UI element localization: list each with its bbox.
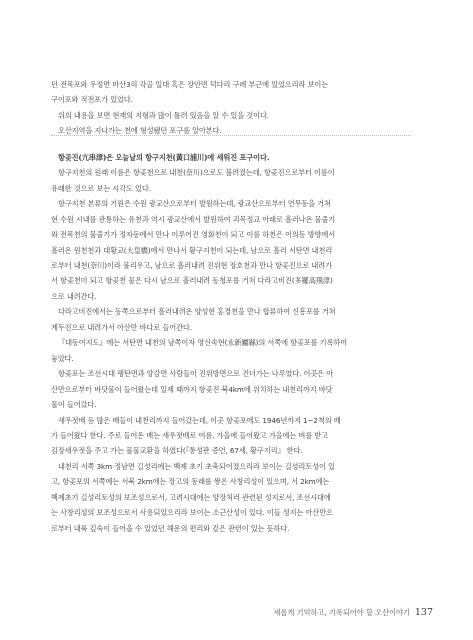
text-line: 구이포와 적전포가 있었다. (51, 95, 133, 105)
section-heading: 항곶진(亢串津)은 오늘날의 항구지천(黃口浦川)에 세워진 포구이다. (58, 152, 270, 162)
text-line: 항구지천의 원래 이름은 항곶천으로 내천(奈川)으로도 불려졌는데, 항곶진으로부터 이름이 (58, 168, 335, 178)
text-line: 놓았다. (51, 353, 74, 363)
text-line: 백제초기 길성리토성의 보조성으로서, 고려시대에는 양장처러 관련된 성지로서, 조선시대에 (51, 492, 331, 502)
text-line: 으로 내려간다. (51, 291, 97, 301)
text-line: 가 들어왔다 한다. 주로 들어온 배는 새우젓배로 여름, 가을에 들어왔고 가을에는 벼를 받고 (51, 430, 328, 440)
text-line: 와 전목천의 물줄기가 정자동에서 만나 이루어진 영화천이 되고 이를 하천은 이의동 방향에서 (51, 230, 336, 240)
text-line: 유래한 것으로 보는 시각도 있다. (51, 183, 151, 193)
text-line: 『대동여지도』에는 서탄면 내천의 남쪽이자 영신속현(永新屬縣)의 서쪽에 항곶포를 기록하여 (58, 338, 348, 348)
running-title: 새롭게 기억하고, 기록되어야 할 오산이야기 (273, 608, 410, 617)
text-line: 김장새우젓을 주고 가는 물물교환을 하였다(『통성판 증언, 67세, 황구지리』 한다. (51, 446, 303, 456)
section-divider (51, 135, 411, 136)
text-line: 다라고비진에서는 동쪽으로부터 흘러내려온 양성현 홍경천을 만나 합류하여 신흥포를 거쳐 (58, 307, 336, 317)
text-line: 위의 내용을 보면 현재의 지형과 많이 틀려 있음을 알 수 있을 것이다. (58, 110, 269, 120)
text-line: 물이 들어갔다. (51, 400, 97, 410)
text-line: 는 사창리성의 보조성으로서 사용되었으리라 보이는 소근산성이 있다. 이들 성지는 아산만으 (51, 508, 333, 518)
text-line: 흘러온 원천천과 대황교(大皇橋)에서 만나서 황구지천이 되는데, 남으로 흘러 서탄면 내천리 (51, 245, 333, 255)
page-footer (273, 607, 433, 618)
text-line: 산만으로부터 바닷물이 들어왔는데 일제 때까지 항곶진 북4km에 위치하는 내천리까지 바닷 (51, 384, 333, 394)
text-line: 계두진으로 내려가서 아산만 바다로 들어간다. (51, 322, 192, 332)
text-line: 고, 항곶포의 서쪽에는 서북 2km에는 장고의 동래를 쌓은 사창리성이 있으며, 서 2km에는 (51, 477, 330, 487)
text-line: 서 항곶천이 되고 항곶천 물은 다시 남으로 흘러내려 동청포를 거쳐 다라고비진(多羅高飛津) (51, 276, 333, 286)
text-line: 로부터 내륙 깊숙이 들어올 수 있었던 해운의 편리와 깊은 관련이 있는 듯하다. (51, 523, 290, 533)
body-text (51, 77, 425, 536)
text-line: 항곶포는 조선시대 팽탄면과 양감면 사람들이 진위방면으로 건너가는 나루였다. 이곳은 아 (58, 369, 334, 379)
text-line: 로부터 내천(奈川)이라 불리우고, 남으로 흘러내려 진위현 장호천과 만나 항곶진으로 내려가 (51, 260, 332, 270)
text-line: 새우젓배 등 많은 배들이 내천리까지 들어갔는데, 이곳 항곶포에도 1946년까지 1~2척의 배 (58, 415, 341, 425)
text-line: 현 수원 시내를 관통하는 유천과 역시 광교산에서 발원하여 괴목정교 아래로 흘러나온 물줄기 (51, 214, 336, 224)
page-number: 137 (414, 607, 433, 618)
text-line: 항구지천 본류의 기원은 수원 광교산으로부터 발원하는데, 광교산으로부터 연무동을 거쳐 (58, 199, 331, 209)
text-line: 내천리 서쪽 3km 정남면 길성리에는 백제 초기 초축되어졌으리라 보이는 길성리토성이 있 (58, 461, 335, 471)
text-line: 던 전목포와 우정면 마산3리 각골 일대 혹은 장안면 덕다리 구레 부근에 있었으리라 보이는 (51, 80, 329, 89)
text-line: 오산지역을 지나가는 천에 형성됐던 포구를 알아본다. (58, 126, 222, 136)
section-gap (51, 139, 425, 150)
